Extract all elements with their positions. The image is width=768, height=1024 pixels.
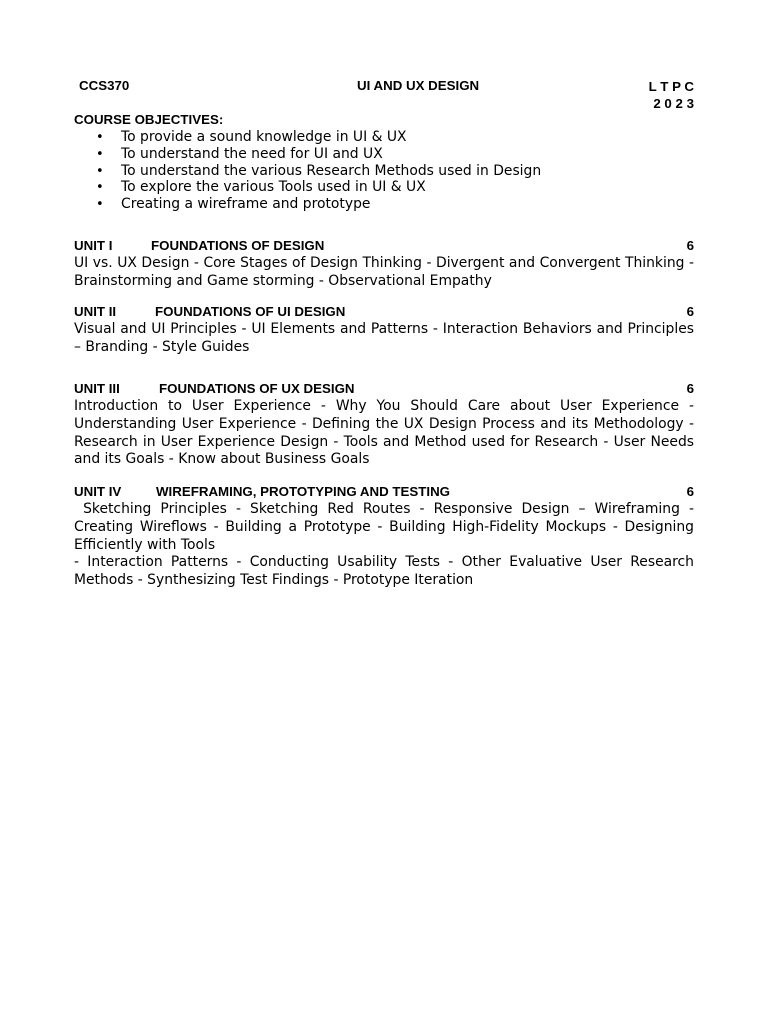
course-title: UI AND UX DESIGN — [357, 78, 480, 93]
course-code: CCS370 — [79, 78, 130, 93]
unit-paragraph: - Interaction Patterns - Conducting Usability Tests - Other Evaluative User Research Methods - Synthesizing Test Findings - Prototype Iteration — [74, 554, 694, 589]
objectives-list — [74, 129, 541, 213]
unit-paragraph: Sketching Principles - Sketching Red Routes - Responsive Design – Wireframing - Creating Wireflows - Building a Prototype - Building High-Fidelity Mockups - Designing Efficiently with Tools — [74, 501, 699, 553]
unit-header — [74, 380, 694, 397]
objective-text: To understand the various Research Methods used in Design — [121, 162, 542, 179]
unit-hours: 6 — [686, 304, 694, 319]
objective-text: To provide a sound knowledge in UI & UX — [121, 129, 407, 145]
bullet-icon: • — [96, 180, 104, 196]
unit-number: UNIT I — [74, 238, 113, 253]
unit-2-section — [74, 303, 694, 357]
unit-3-section — [74, 380, 694, 469]
objective-text: To explore the various Tools used in UI & UX — [121, 179, 426, 196]
unit-1-section — [74, 237, 694, 291]
unit-paragraph: Introduction to User Experience - Why You Should Care about User Experience - Understanding User Experience - Defining the UX Design Process and its Methodology - Research in User Experience Design - Tools and Method used for Research - User Needs and its Goals - Know about Business Goals — [74, 398, 694, 468]
unit-title: FOUNDATIONS OF DESIGN — [151, 238, 325, 253]
bullet-icon: • — [96, 197, 104, 213]
objective-item — [74, 163, 541, 180]
objectives-heading: COURSE OBJECTIVES: — [74, 112, 224, 127]
unit-paragraph: Visual and UI Principles - UI Elements and Patterns - Interaction Behaviors and Principles – Branding - Style Guides — [74, 321, 694, 355]
bullet-icon: • — [96, 130, 104, 145]
unit-hours: 6 — [686, 238, 694, 253]
bullet-icon: • — [96, 146, 104, 162]
unit-hours: 6 — [686, 484, 694, 499]
objective-item — [74, 196, 541, 213]
unit-content — [74, 398, 694, 469]
unit-number: UNIT III — [74, 381, 120, 396]
unit-header — [74, 237, 694, 254]
unit-paragraph: UI vs. UX Design - Core Stages of Design Thinking - Divergent and Convergent Thinking - Brainstorming and Game storming - Observational Empathy — [74, 255, 694, 289]
unit-number: UNIT IV — [74, 484, 122, 499]
unit-content — [74, 501, 699, 590]
objective-text: Creating a wireframe and prototype — [121, 196, 371, 213]
unit-title: FOUNDATIONS OF UX DESIGN — [159, 381, 355, 396]
unit-header — [74, 483, 694, 500]
unit-content — [74, 255, 694, 291]
ltpc-values: 2 0 2 3 — [653, 96, 694, 111]
unit-content — [74, 321, 694, 357]
ltpc-labels: L T P C — [648, 79, 694, 94]
unit-number: UNIT II — [74, 304, 117, 319]
objective-item — [74, 146, 541, 163]
objective-item — [74, 129, 541, 146]
ltpc-credits — [600, 78, 694, 112]
unit-title: WIREFRAMING, PROTOTYPING AND TESTING — [156, 484, 451, 499]
objective-item — [74, 179, 541, 196]
unit-title: FOUNDATIONS OF UI DESIGN — [155, 304, 346, 319]
objective-text: To understand the need for UI and UX — [121, 145, 383, 162]
unit-hours: 6 — [686, 381, 694, 396]
unit-4-section — [74, 483, 699, 590]
bullet-icon: • — [96, 163, 104, 179]
unit-header — [74, 303, 694, 320]
